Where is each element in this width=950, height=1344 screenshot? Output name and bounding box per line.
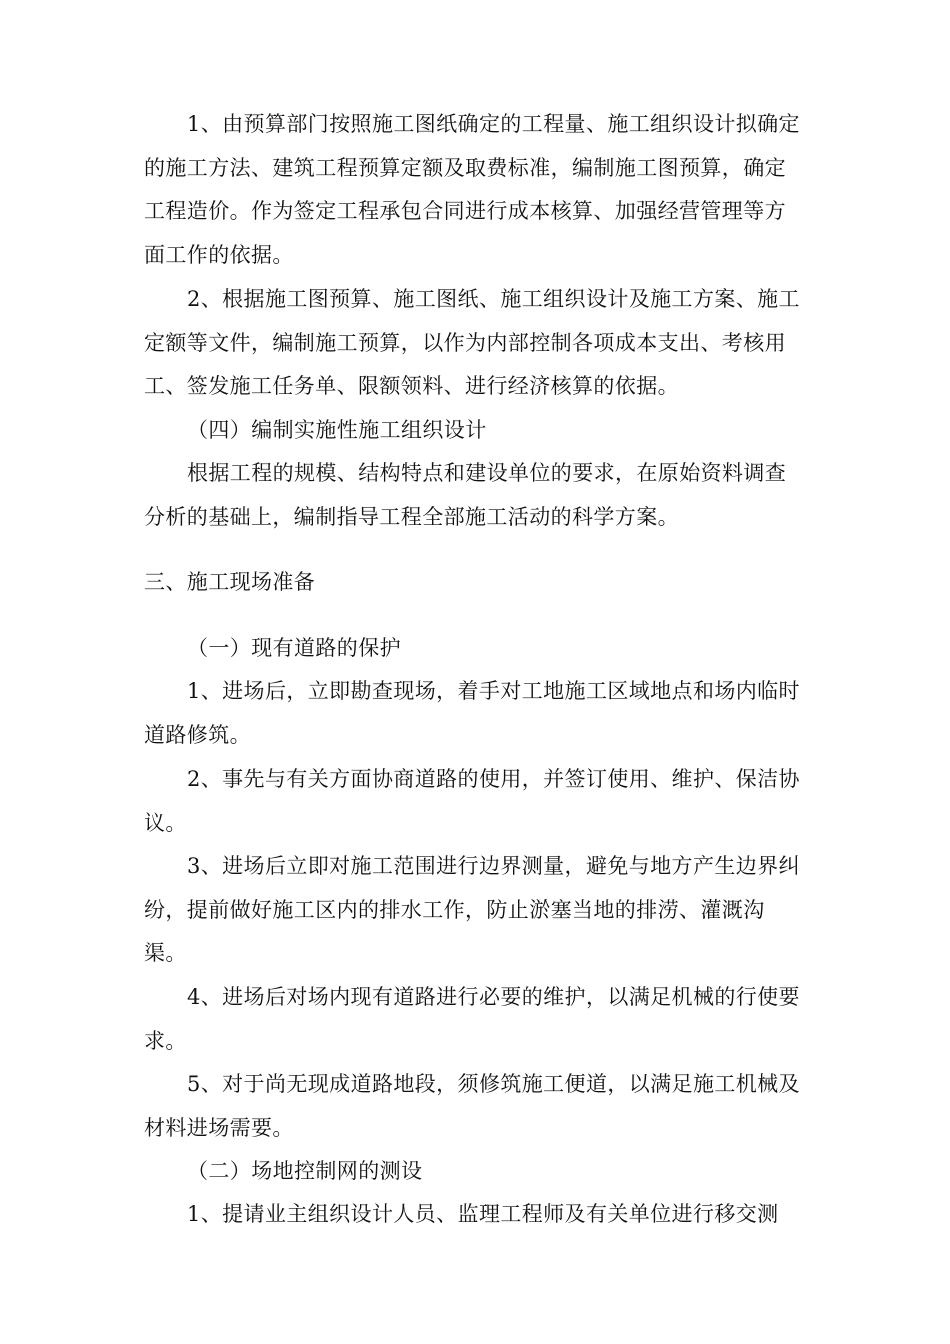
subheading-two: （二）场地控制网的测设 [187,1159,423,1183]
paragraph-survey-1: 1、提请业主组织设计人员、监理工程师及有关单位进行移交测 [187,1202,779,1226]
subheading-one: （一）现有道路的保护 [187,636,401,660]
paragraph-budget-1: 1、由预算部门按照施工图纸确定的工程量、施工组织设计拟确定的施工方法、建筑工程预算定额及取费标准，编制施工图预算，确定工程造价。作为签定工程承包合同进行成本核算、加强经营管理等方面工作的依据。 [144,112,800,267]
paragraph-road-3: 3、进场后立即对施工范围进行边界测量，避免与地方产生边界纠纷，提前做好施工区内的排水工作，防止淤塞当地的排涝、灌溉沟渠。 [144,854,800,965]
paragraph-road-4: 4、进场后对场内现有道路进行必要的维护，以满足机械的行使要求。 [144,985,800,1053]
section-heading-site-preparation: 三、施工现场准备 [144,570,316,594]
paragraph-road-5: 5、对于尚无现成道路地段，须修筑施工便道，以满足施工机械及材料进场需要。 [144,1072,800,1140]
paragraph-road-2: 2、事先与有关方面协商道路的使用，并签订使用、维护、保洁协议。 [144,767,800,835]
paragraph-budget-2: 2、根据施工图预算、施工图纸、施工组织设计及施工方案、施工定额等文件，编制施工预算，以作为内部控制各项成本支出、考核用工、签发施工任务单、限额领料、进行经济核算的依据。 [144,287,800,398]
paragraph-design-scheme: 根据工程的规模、结构特点和建设单位的要求，在原始资料调查分析的基础上，编制指导工程全部施工活动的科学方案。 [144,461,787,529]
paragraph-road-1: 1、进场后，立即勘查现场，着手对工地施工区域地点和场内临时道路修筑。 [144,679,800,747]
subheading-four: （四）编制实施性施工组织设计 [187,418,487,442]
